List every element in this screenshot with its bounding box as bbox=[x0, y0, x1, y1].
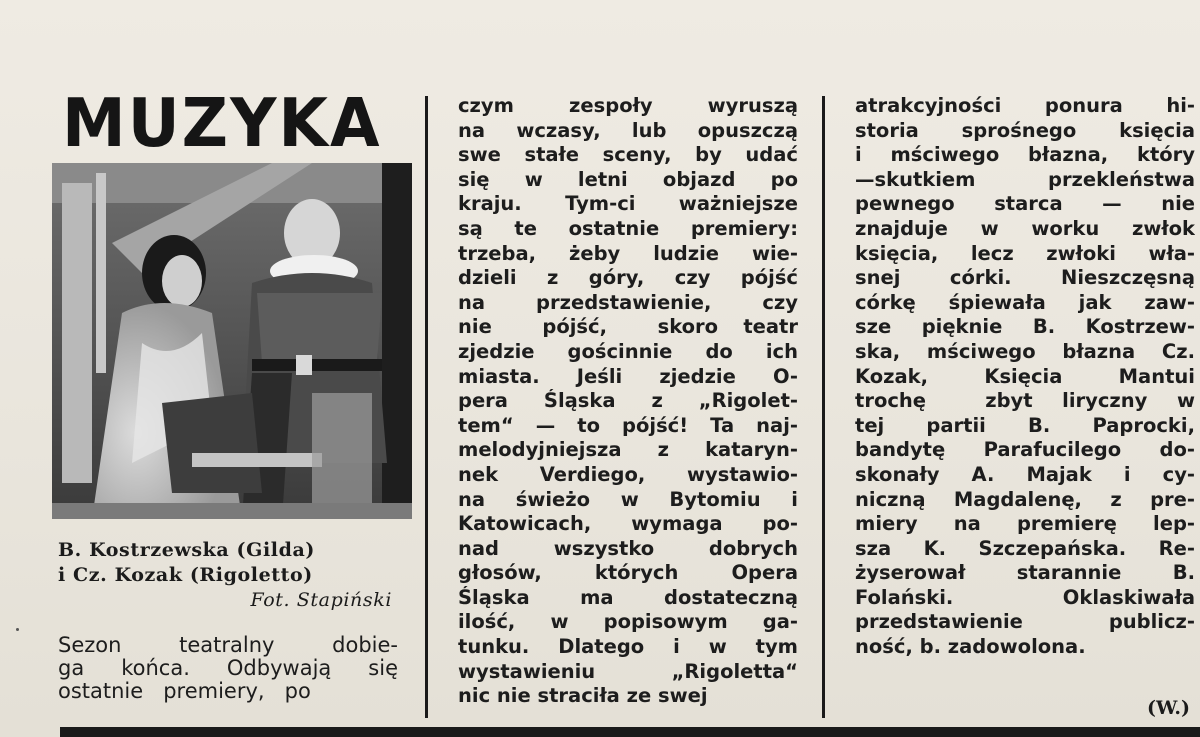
text-line: Folański. Oklaskiwała bbox=[855, 585, 1195, 609]
text-line: nie pójść, skoro teatr bbox=[458, 315, 798, 339]
text-line: bandytę Parafucilego do- bbox=[855, 438, 1195, 462]
section-heading: MUZYKA bbox=[62, 84, 382, 163]
text-line: tej partii B. Paprocki, bbox=[855, 413, 1195, 437]
text-line: nek Verdiego, wystawio- bbox=[458, 462, 798, 486]
text-line: miasta. Jeśli zjedzie O- bbox=[458, 364, 798, 388]
text-line: przedstawienie publicz- bbox=[855, 610, 1195, 634]
text-line: nad wszystko dobrych bbox=[458, 536, 798, 560]
text-line: córkę śpiewała jak zaw- bbox=[855, 290, 1195, 314]
text-line: ostatnie premiery, po bbox=[58, 680, 311, 703]
text-line: się w letni objazd po bbox=[458, 167, 798, 191]
text-line: niczną Magdalenę, z pre- bbox=[855, 487, 1195, 511]
text-line: sza K. Szczepańska. Re- bbox=[855, 536, 1195, 560]
text-line: głosów, których Opera bbox=[458, 561, 798, 585]
text-line: znajduje w worku zwłok bbox=[855, 216, 1195, 240]
text-line: na przedstawienie, czy bbox=[458, 290, 798, 314]
text-line: ilość, w popisowym ga- bbox=[458, 610, 798, 634]
text-line: zjedzie gościnnie do ich bbox=[458, 339, 798, 363]
text-line: Śląska ma dostateczną bbox=[458, 585, 798, 609]
text-line: nic nie straciła ze swej bbox=[458, 684, 708, 708]
caption-line-1: B. Kostrzewska (Gilda) bbox=[58, 539, 315, 561]
text-line: sze pięknie B. Kostrzew- bbox=[855, 315, 1195, 339]
caption-line-2: i Cz. Kozak (Rigoletto) bbox=[58, 564, 313, 586]
text-line: storia sprośnego księcia bbox=[855, 118, 1195, 142]
text-line: kraju. Tym-ci ważniejsze bbox=[458, 192, 798, 216]
text-line: trzeba, żeby ludzie wie- bbox=[458, 241, 798, 265]
text-line: snej córki. Nieszczęsną bbox=[855, 266, 1195, 290]
text-line: wystawieniu „Rigoletta“ bbox=[458, 659, 798, 683]
text-line: tunku. Dlatego i w tym bbox=[458, 635, 798, 659]
text-line: księcia, lecz zwłoki wła- bbox=[855, 241, 1195, 265]
text-line: trochę zbyt liryczny w bbox=[855, 389, 1195, 413]
text-line: czym zespoły wyruszą bbox=[458, 94, 798, 117]
text-line: —skutkiem przekleństwa bbox=[855, 167, 1195, 191]
bottom-border bbox=[60, 727, 1200, 737]
text-line: żyserował starannie B. bbox=[855, 561, 1195, 585]
text-line: tem“ — to pójść! Ta naj- bbox=[458, 413, 798, 437]
text-column-2 bbox=[458, 94, 798, 709]
text-line: melodyjniejsza z kataryn- bbox=[458, 438, 798, 462]
photo-credit: Fot. Stapiński bbox=[250, 589, 392, 611]
text-line: swe stałe sceny, by udać bbox=[458, 143, 798, 167]
column-rule-1 bbox=[425, 96, 428, 718]
text-line: ska, mściwego błazna Cz. bbox=[855, 339, 1195, 363]
text-line: atrakcyjności ponura hi- bbox=[855, 94, 1195, 117]
text-line: Katowicach, wymaga po- bbox=[458, 512, 798, 536]
text-line: pewnego starca — nie bbox=[855, 192, 1195, 216]
photo-caption bbox=[58, 538, 398, 613]
text-line: ność, b. zadowolona. bbox=[855, 635, 1086, 659]
text-line: dzieli z góry, czy pójść bbox=[458, 266, 798, 290]
text-line: Kozak, Księcia Mantui bbox=[855, 364, 1195, 388]
text-line: pera Śląska z „Rigolet- bbox=[458, 389, 798, 413]
text-column-1 bbox=[58, 634, 398, 703]
text-line: skonały A. Majak i cy- bbox=[855, 462, 1195, 486]
column-rule-2 bbox=[822, 96, 825, 718]
print-speck bbox=[16, 628, 19, 631]
text-line: Sezon teatralny dobie- bbox=[58, 634, 398, 657]
text-line: są te ostatnie premiery: bbox=[458, 216, 798, 240]
text-line: na wczasy, lub opuszczą bbox=[458, 118, 798, 142]
theatre-photo-image bbox=[52, 163, 412, 519]
author-signature: (W.) bbox=[1147, 697, 1190, 719]
text-column-3 bbox=[855, 94, 1195, 660]
text-line: i mściwego błazna, który bbox=[855, 143, 1195, 167]
theatre-photo bbox=[52, 163, 412, 519]
text-line: ga końca. Odbywają się bbox=[58, 657, 398, 680]
text-line: miery na premierę lep- bbox=[855, 512, 1195, 536]
text-line: na świeżo w Bytomiu i bbox=[458, 487, 798, 511]
